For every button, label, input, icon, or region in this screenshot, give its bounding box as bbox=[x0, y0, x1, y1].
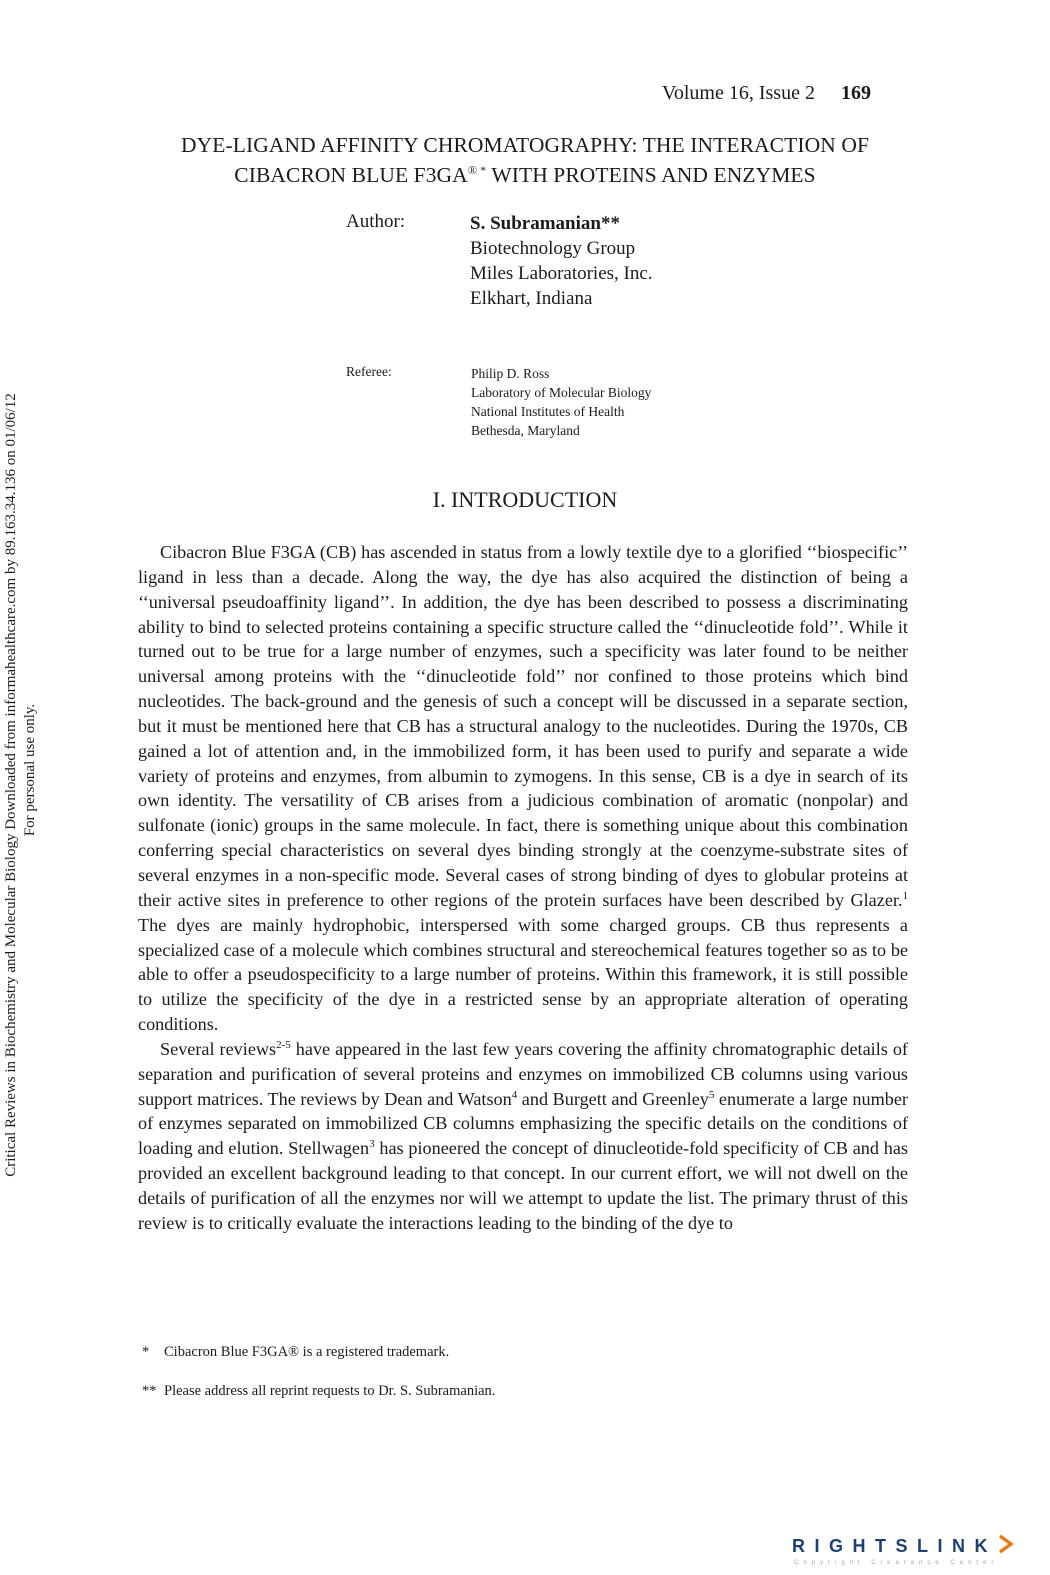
reference-marker: 1 bbox=[902, 889, 908, 902]
footnote-text: Cibacron Blue F3GA® is a registered trademark. bbox=[164, 1344, 450, 1360]
paragraph-text: have appeared in the last few years covering the affinity chromatographic details of separation and purification of several proteins and enzymes on immobilized CB columns using various support matrices. The reviews by Dean and Watson bbox=[138, 1038, 908, 1109]
footnote-mark: ** bbox=[142, 1383, 157, 1399]
paragraph bbox=[138, 540, 908, 1037]
volume-issue: Volume 16, Issue 2 bbox=[662, 82, 815, 104]
rightslink-text: RIGHTSLINK bbox=[792, 1536, 997, 1556]
rightslink-logo bbox=[792, 1533, 1022, 1572]
watermark-line-2: For personal use only. bbox=[22, 703, 38, 837]
paragraph bbox=[138, 1037, 908, 1236]
title-line-2a: CIBACRON BLUE F3GA bbox=[234, 163, 468, 188]
referee-block bbox=[471, 364, 651, 440]
author-name: S. Subramanian** bbox=[470, 213, 620, 234]
footnote bbox=[142, 1344, 495, 1361]
author-affiliation-line: Miles Laboratories, Inc. bbox=[470, 263, 653, 284]
paragraph-text: and Burgett and Greenley bbox=[517, 1088, 709, 1109]
body-text bbox=[138, 540, 908, 1236]
section-heading: I. INTRODUCTION bbox=[432, 487, 618, 512]
title-line-1: DYE-LIGAND AFFINITY CHROMATOGRAPHY: THE INTERACTION OF bbox=[180, 133, 870, 157]
title-line-2b: WITH PROTEINS AND ENZYMES bbox=[486, 163, 816, 188]
referee-affiliation-line: National Institutes of Health bbox=[471, 404, 625, 419]
footnotes bbox=[142, 1344, 495, 1422]
footnote bbox=[142, 1383, 495, 1400]
author-block bbox=[470, 211, 653, 311]
watermark-svg bbox=[0, 350, 46, 1220]
footnote-mark: * bbox=[142, 1344, 150, 1360]
reference-marker: 2-5 bbox=[276, 1038, 291, 1051]
referee-name: Philip D. Ross bbox=[471, 366, 550, 381]
referee-affiliation-line: Laboratory of Molecular Biology bbox=[471, 385, 652, 400]
reference-marker: 3 bbox=[369, 1138, 375, 1151]
paragraph-text: has pioneered the concept of dinucleotide-fold specificity of CB and has provided an excellent background leading to that concept. In our current effort, we will not dwell on the details of purification of all the enzymes nor will we attempt to update the list. The primary thrust of this review is to critically evaluate the interactions leading to the binding of the dye to bbox=[138, 1138, 909, 1233]
author-affiliation-line: Biotechnology Group bbox=[470, 238, 636, 259]
author-affiliation-line: Elkhart, Indiana bbox=[470, 288, 593, 309]
footnote-text: Please address all reprint requests to Dr. S. Subramanian. bbox=[164, 1383, 496, 1399]
title-line-2 bbox=[100, 158, 950, 188]
paragraph-text: enumerate a large number of enzymes separated on immobilized CB columns emphasizing the specific details on the conditions of loading and elution. Stellwagen bbox=[138, 1088, 908, 1159]
rightslink-tagline: Copyright Clearance Center bbox=[794, 1560, 999, 1566]
referee-affiliation-line: Bethesda, Maryland bbox=[471, 423, 580, 438]
running-header bbox=[662, 82, 871, 105]
page-number: 169 bbox=[840, 82, 871, 104]
author-label: Author: bbox=[346, 211, 406, 232]
referee-label: Referee: bbox=[346, 364, 392, 379]
paragraph-text: Cibacron Blue F3GA (CB) has ascended in status from a lowly textile dye to a glorified ‘‘biospecific’’ ligand in less than a decade. Along the way, the dye has also acquired the distinction of being a ‘‘universal pseudoaffinity ligand’’. In addition, the dye has been described to possess a discriminating ability to bind to selected proteins containing a specific structure called the ‘‘dinucleotide fold’’. While it turned out to be true for a large number of enzymes, such a specificity was later found to be neither universal among proteins with the ‘‘dinucleotide fold’’ nor confined to those proteins which bind nucleotides. The back-ground and the genesis of such a concept will be discussed in a separate section, but it must be mentioned here that CB has a structural analogy to the nucleotides. During the 1970s, CB gained a lot of attention and, in the immobilized form, it has been used to purify and separate a wide variety of proteins and enzymes, from albumin to zymogens. In this sense, CB is a dye in search of its own identity. The versatility of CB arises from a judicious combination of aromatic (nonpolar) and sulfonate (ionic) groups in the same molecule. In fact, there is something unique about this combination conferring special characteristics on several dyes binding strongly at the coenzyme-substrate sites of several enzymes in a non-specific mode. Several cases of strong binding of dyes to globular proteins at their active sites in preference to other regions of the protein surfaces have been described by Glazer. bbox=[138, 542, 908, 910]
title-trademark-marks: ® * bbox=[467, 163, 487, 177]
article-title bbox=[100, 133, 950, 188]
reference-marker: 4 bbox=[511, 1088, 518, 1101]
download-watermark bbox=[0, 350, 46, 1220]
rightslink-chevron-icon bbox=[1000, 1536, 1011, 1552]
paragraph-text: The dyes are mainly hydrophobic, interspersed with some charged groups. CB thus represents a specialized case of a molecule which combines structural and stereochemical features together so as to be able to offer a pseudospecificity to a large number of proteins. Within this framework, it is still possible to utilize the specificity of the dye in a restricted sense by an appropriate alteration of operating conditions. bbox=[138, 914, 908, 1035]
paragraph-text: Several reviews bbox=[160, 1038, 277, 1059]
reference-marker: 5 bbox=[708, 1088, 715, 1101]
watermark-line-1: Critical Reviews in Biochemistry and Molecular Biology Downloaded from informahealthcare.com by 89.163.34.136 on 01/06/12 bbox=[3, 393, 19, 1177]
